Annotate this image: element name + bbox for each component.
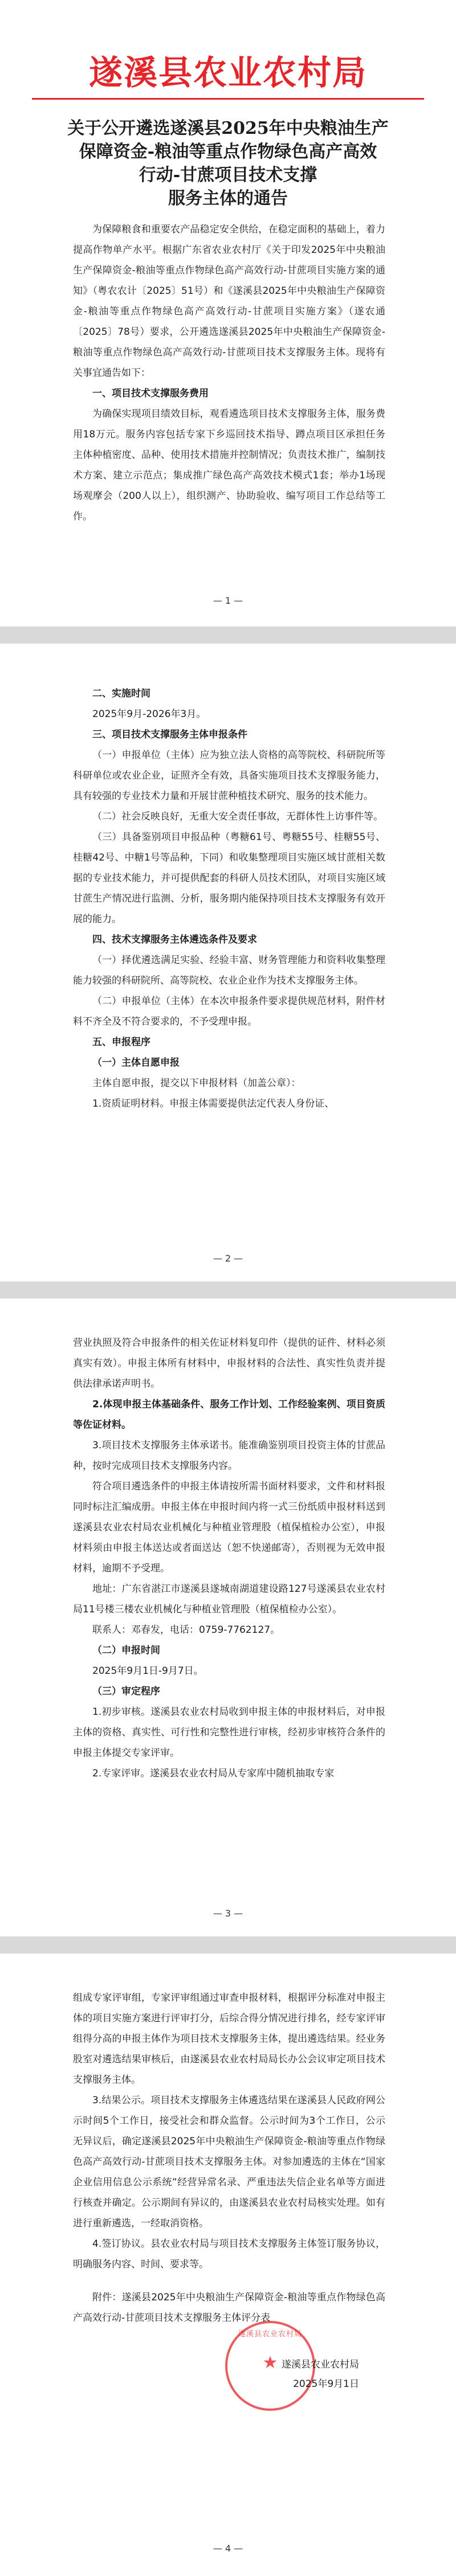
- page-4: [0, 1953, 456, 2576]
- title-line: 行动-甘蔗项目技术支撑: [139, 165, 317, 185]
- attachment-line: [73, 2287, 385, 2328]
- body-paragraph: 为保障粮食和重要农产品稳定安全供给，在稳定面积的基础上，着力提高作物单产水平。根据广东省农业农村厅《关于印发2025年中央粮油生产保障资金-粮油等重点作物绿色高产高效行动-甘蔗项目实施方案的通知》（粤农农计〔2025〕51号）和《遂溪县2025年中央粮油生产保障资金-粮油等重点作物绿色高产高效行动-甘蔗项目实施方案》（遂农通〔2025〕78号）要求，公开遴选遂溪县2025年中央粮油生产保障资金-粮油等重点作物绿色高产高效行动-甘蔗项目技术支撑服务主体。现将有关事宜通告如下：: [73, 224, 385, 379]
- masthead-red-rule: [32, 98, 424, 100]
- contact-line: 联系人：邓春发，电话：0759-7762127。: [92, 1624, 280, 1636]
- title-line: 服务主体的通告: [168, 189, 288, 208]
- signature-date: 2025年9月1日: [293, 2378, 359, 2390]
- section-heading: 三、项目技术支撑服务主体申报条件: [92, 729, 247, 740]
- section-heading: 四、技术支撑服务主体遴选条件及要求: [92, 934, 257, 945]
- body-paragraph: 3.结果公示。项目技术支撑服务主体遴选结果在遂溪县人民政府网公示时间5个工作日，接受社会和群众监督。公示时间为3个工作日，公示无异议后，确定遂溪县2025年中央粮油生产保障资金-粮油等重点作物绿色高产高效行动-甘蔗项目技术支撑服务主体。对参加遴选的主体在“国家企业信用信息公示系统”经营异常名录、严重违法失信企业名单等方面进行核查并确定。公示期间有异议的，由遂溪县农业农村局核实处理。如有进行重新遴选，一经取消资格。: [73, 2095, 385, 2229]
- body-paragraph-bold: 2.体现申报主体基础条件、服务工作计划、工作经验案例、项目资质等佐证材料。: [73, 1399, 385, 1431]
- body-paragraph: 为确保实现项目绩效目标，观看遴选项目技术支撑服务主体，服务费用18万元。服务内容包括专家下乡巡回技术指导、蹲点项目区承担任务主体种植密度、品种、使用技术措施并控制情况；负责技术推广，编制技术方案、建立示范点；集成推广绿色高产高效技术模式1套；举办1场现场观摩会（200人以上），组织测产、协助验收、编写项目工作总结等工作。: [73, 408, 385, 522]
- body-paragraph: 2025年9月1日-9月7日。: [92, 1665, 203, 1677]
- body-paragraph: 1.资质证明材料。申报主体需要提供法定代表人身份证、: [92, 1098, 335, 1109]
- page-4-body: [73, 1988, 385, 2328]
- attachment-text: 遂溪县2025年中央粮油生产保障资金-粮油等重点作物绿色高产高效行动-甘蔗项目技术支撑服务主体评分表: [73, 2292, 386, 2324]
- page-3-body: [73, 1333, 385, 1784]
- title-line: 保障资金-粮油等重点作物绿色高产高效: [79, 142, 377, 162]
- body-paragraph: 主体自愿申报，提交以下申报材料（加盖公章）：: [92, 1078, 301, 1089]
- body-paragraph: 3.项目技术支撑服务主体承诺书。能准确鉴别项目投资主体的甘蔗品种，按时完成项目技术支撑服务内容。: [73, 1440, 385, 1472]
- body-paragraph: 地址：广东省湛江市遂溪县遂城南湖道建设路127号遂溪县农业农村局11号楼三楼农业机械化与种植业管理股（植保植检办公室）。: [73, 1583, 385, 1615]
- attachment-label: 附件：: [92, 2292, 122, 2303]
- section-heading: 五、申报程序: [92, 1037, 150, 1048]
- masthead: 遂溪县农业农村局: [88, 53, 367, 92]
- page-number: — 1 —: [213, 595, 243, 606]
- body-paragraph: 4.签订协议。县农业农村局与项目技术支撑服务主体签订服务协议，明确服务内容、时间、要求等。: [73, 2238, 385, 2270]
- signature-block: [211, 2355, 359, 2394]
- subsection-heading: （二）申报时间: [92, 1645, 160, 1656]
- page-number: — 3 —: [213, 1908, 243, 1919]
- title-line: 关于公开遴选遂溪县2025年中央粮油生产: [67, 118, 389, 138]
- page-number: — 2 —: [213, 1253, 243, 1264]
- body-paragraph: 2.专家评审。遂溪县农业农村局从专家库中随机抽取专家: [92, 1768, 335, 1779]
- page-2: [0, 644, 456, 1281]
- page-1: [0, 0, 456, 626]
- section-heading: 二、实施时间: [92, 688, 150, 699]
- subsection-heading: （一）主体自愿申报: [92, 1057, 180, 1068]
- seal-text: 遂溪县农业农村局: [238, 2330, 302, 2339]
- body-paragraph: （二）社会反映良好，无重大安全责任事故，无群体性上访事件等。: [92, 811, 383, 822]
- body-paragraph: 符合项目遴选条件的申报主体请按所需书面材料要求，文件和材料报同时标注汇编成册。申报主体在申报时间内将一式三份纸质申报材料送到遂溪县农业农村局农业机械化与种植业管理股（植保植检办公室），申报材料须由申报主体送达或者面送达（恕不快递邮寄），否则视为无效申报材料，逾期不予受理。: [73, 1481, 385, 1574]
- body-paragraph: 2025年9月-2026年3月。: [92, 708, 206, 720]
- page-number: — 4 —: [213, 2543, 243, 2554]
- body-paragraph: （一）申报单位（主体）应为独立法人资格的高等院校、科研院所等科研单位或农业企业，证照齐全有效，具备实施项目技术支撑服务能力，具有较强的专业技术力量和开展甘蔗种植技术研究、服务的技术能力。: [73, 750, 385, 802]
- body-paragraph: 营业执照及符合申报条件的相关佐证材料复印件（提供的证件、材料必须真实有效）。申报主体所有材料中，申报材料的合法性、真实性负责并提供法律承诺声明书。: [73, 1337, 385, 1390]
- body-paragraph: （一）择优遴选满足实验、经验丰富、财务管理能力和资料收集整理能力较强的科研院所、高等院校、农业企业作为技术支撑服务主体。: [73, 955, 385, 986]
- subsection-heading: （三）审定程序: [92, 1686, 160, 1697]
- signature-org: 遂溪县农业农村局: [282, 2359, 359, 2370]
- section-heading: 一、项目技术支撑服务费用: [92, 388, 209, 399]
- body-paragraph: （三）具备鉴别项目申报品种（粤糖61号、粤糖55号、桂糖55号、桂糖42号、中糖1号等品种，下同）和收集整理项目实施区域甘蔗相关数据的专业技术能力，并可提供配套的科研人员技术团队，对项目实施区域甘蔗生产情况进行监测、分析，服务期内能保持项目技术支撑服务有效开展的能力。: [73, 832, 385, 925]
- body-paragraph: 1.初步审核。遂溪县农业农村局收到申报主体的申报材料后，对申报主体的资格、真实性、可行性和完整性进行审核，经初步审核符合条件的申报主体提交专家评审。: [73, 1706, 385, 1759]
- document-title: [40, 117, 416, 210]
- body-paragraph: 组成专家评审组，专家评审组通过审查申报材料，根据评分标准对申报主体的项目实施方案进行评审打分，后综合得分情况进行排名，经专家评审组得分高的申报主体作为项目技术支撑服务主体，提出遴选结果。经业务股室对遴选结果审核后，由遂溪县农业农村局局长办公会议审定项目技术支撑服务主体。: [73, 1992, 385, 2086]
- body-paragraph: （二）申报单位（主体）在本次申报条件要求提供规范材料，附件材料不齐全及不符合要求的，不予受理申报。: [73, 996, 385, 1027]
- seal-star-icon: ★: [262, 2353, 278, 2373]
- page-1-body: [73, 219, 385, 527]
- page-3: [0, 1299, 456, 1936]
- page-2-body: [73, 683, 385, 1114]
